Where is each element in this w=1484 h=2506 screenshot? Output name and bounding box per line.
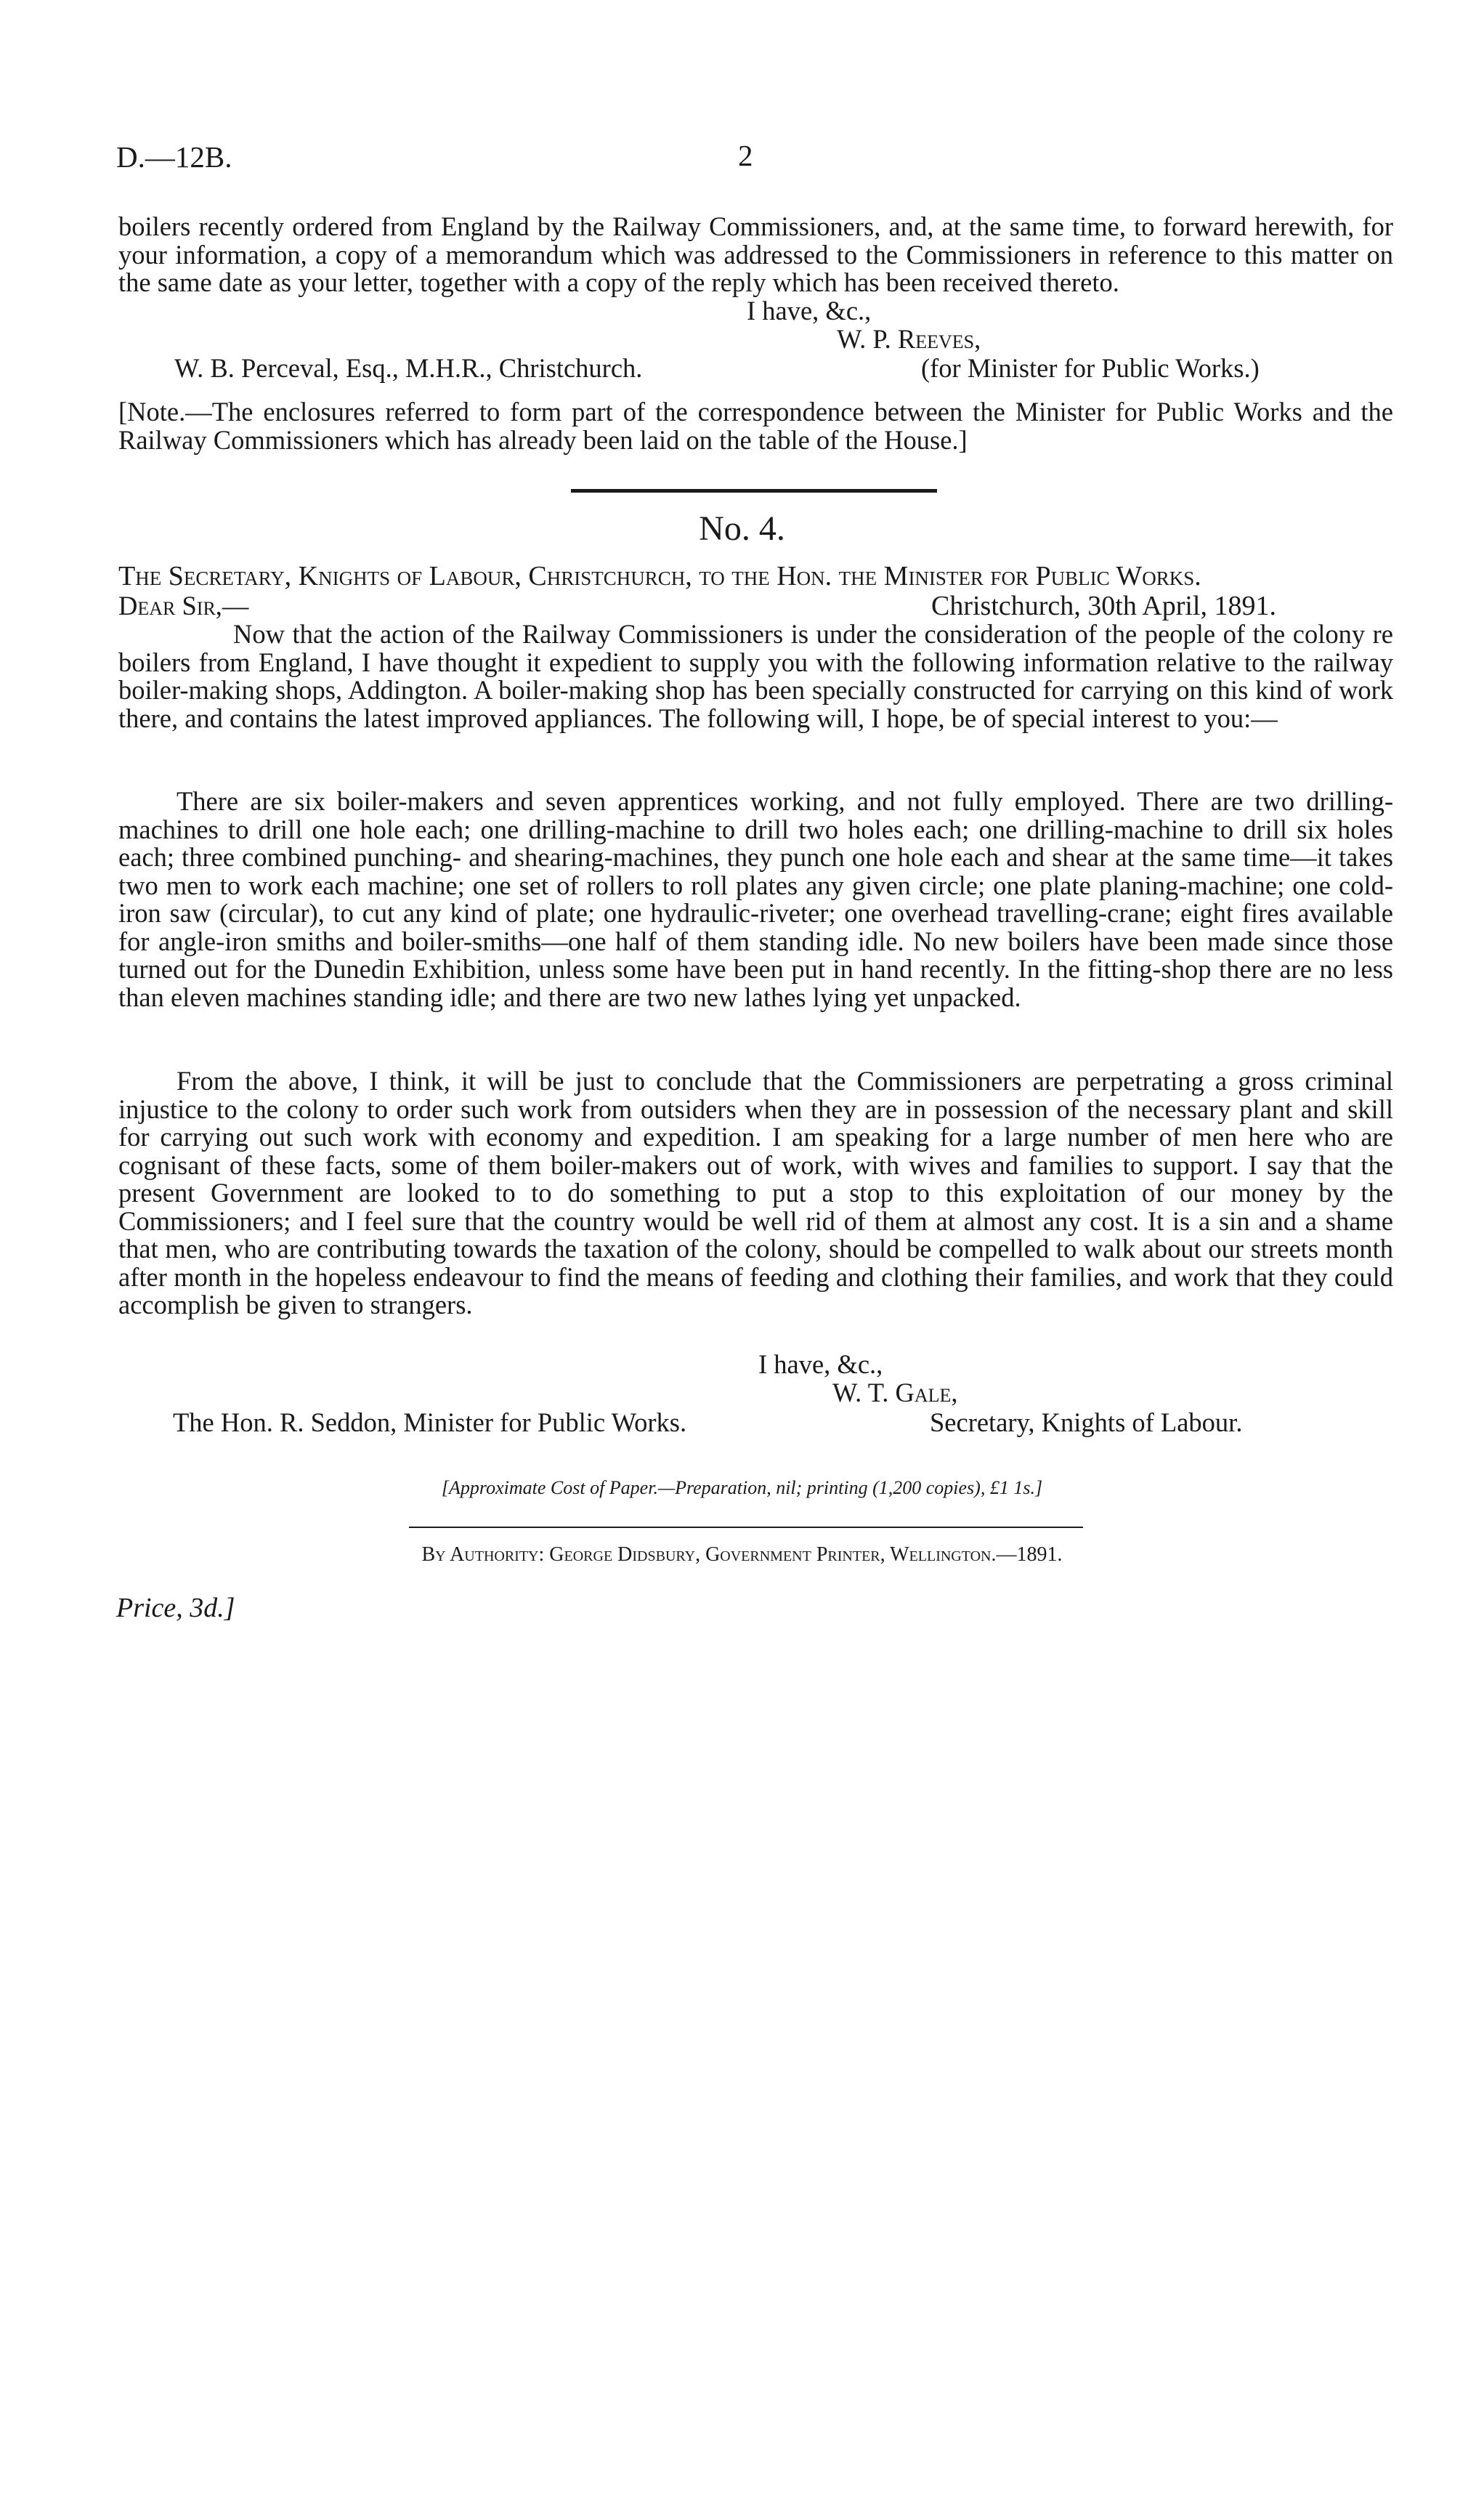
letter-heading: The Secretary, Knights of Labour, Christchurch, to the Hon. the Minister for Public Works. [118,561,1201,591]
letter-paragraph-3: From the above, I think, it will be just to conclude that the Commissioners are perpetrating a gross criminal injustice to the colony to order such work from outsiders when they are in possession of the necessary plant and skill for carrying out such work with economy and expedition. I am speaking for a large number of men here who are cognisant of these facts, some of them boiler-makers out of work, with wives and families to support. I say that the present Government are looked to to do something to put a stop to this exploitation of our money by the Commissioners; and I feel sure that the country would be well rid of them at almost any cost. It is a sin and a shame that men, who are contributing towards the taxation of the colony, should be compelled to walk about our streets month after month in the hopeless endeavour to find the means of feeding and clothing their families, and work that they could accomplish be given to strangers. [118,1066,1393,1319]
footer-rule [409,1527,1083,1528]
price-line: Price, 3d.] [116,1593,235,1623]
page-number: 2 [738,139,753,172]
cost-note: [Approximate Cost of Paper.—Preparation, nil; printing (1,200 copies), £1 1s.] [441,1477,1043,1498]
authority-line: By Authority: George Didsbury, Government Printer, Wellington.—1891. [421,1543,1063,1566]
letter-place-date: Christchurch, 30th April, 1891. [931,591,1276,621]
letter-paragraph-1: Now that the action of the Railway Commissioners is under the consideration of the people of the colony re boilers from England, I have thought it expedient to supply you with the following information relative to the railway boiler-making shops, Addington. A boiler-making shop has been specially constructed for carrying on this kind of work there, and contains the latest improved appliances. The following will, I hope, be of special interest to you:— [118,619,1393,733]
intro-signer-role: (for Minister for Public Works.) [921,353,1260,383]
intro-note: [Note.—The enclosures referred to form part of the correspondence between the Minister for Public Works and the Railway Commissioners which has already been laid on the table of the House.] [118,397,1393,455]
intro-addressee: W. B. Perceval, Esq., M.H.R., Christchurch. [174,353,643,383]
letter-signer-role: Secretary, Knights of Labour. [930,1407,1243,1437]
document-reference: D.—12B. [116,140,232,174]
intro-signer: W. P. Reeves, [837,324,981,354]
letter-number: No. 4. [699,509,785,548]
intro-paragraph: boilers recently ordered from England by the Railway Commissioners, and, at the same time, to forward herewith, for your information, a copy of a memorandum which was addressed to the Commissioners in reference to this matter on the same date as your letter, together with a copy of the reply which has been received thereto. [118,211,1393,297]
section-rule [571,489,937,493]
letter-closing: I have, &c., [758,1349,883,1379]
intro-closing: I have, &c., [747,296,872,326]
letter-salutation: Dear Sir,— [118,591,249,621]
letter-addressee: The Hon. R. Seddon, Minister for Public Works. [173,1407,687,1437]
letter-paragraph-2: There are six boiler-makers and seven apprentices working, and not fully employed. There are two drilling-machines to drill one hole each; one drilling-machine to drill two holes each; one drilling-machine to drill six holes each; three combined punching- and shearing-machines, they punch one hole each and shear at the same time—it takes two men to work each machine; one set of rollers to roll plates any given circle; one plate planing-machine; one cold-iron saw (circular), to cut any kind of plate; one hydraulic-riveter; one overhead travelling-crane; eight fires available for angle-iron smiths and boiler-smiths—one half of them standing idle. No new boilers have been made since those turned out for the Dunedin Exhibition, unless some have been put in hand recently. In the fitting-shop there are no less than eleven machines standing idle; and there are two new lathes lying yet unpacked. [118,786,1393,1012]
letter-signer: W. T. Gale, [832,1378,958,1407]
